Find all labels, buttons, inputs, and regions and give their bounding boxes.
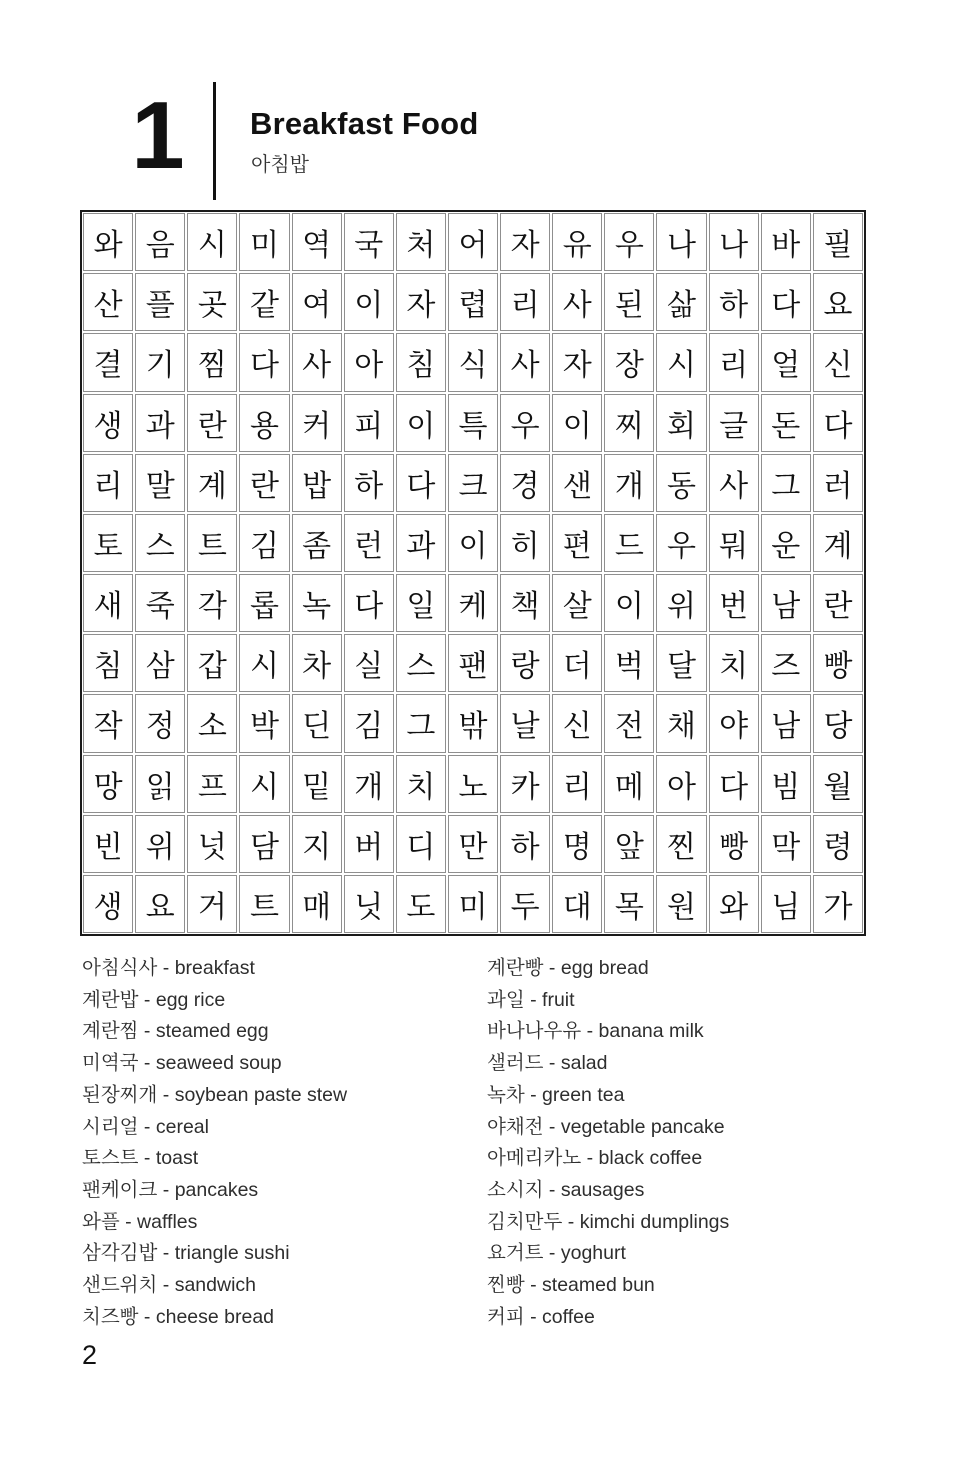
word-list-item: 계란빵 - egg bread <box>487 957 649 979</box>
english-translation: waffles <box>137 1210 198 1233</box>
grid-cell: 아 <box>344 333 394 391</box>
grid-cell: 빵 <box>709 815 759 873</box>
grid-cell: 더 <box>552 634 602 692</box>
grid-cell: 앞 <box>604 815 654 873</box>
grid-cell: 박 <box>239 694 289 752</box>
word-list-item: 삼각김밥 - triangle sushi <box>82 1242 290 1265</box>
grid-cell: 계 <box>187 454 237 512</box>
page-number: 2 <box>82 1340 98 1370</box>
word-list-item: 계란찜 - steamed egg <box>82 1020 269 1043</box>
grid-cell: 자 <box>396 273 446 331</box>
word-list-item: 야채전 - vegetable pancake <box>487 1115 725 1138</box>
english-translation: steamed bun <box>542 1274 655 1297</box>
grid-cell: 개 <box>344 755 394 813</box>
grid-cell: 팬 <box>448 634 498 692</box>
grid-cell: 이 <box>344 273 394 331</box>
word-list-item: 소시지 - sausages <box>487 1178 645 1201</box>
korean-word: 치즈빵 <box>82 1305 139 1328</box>
grid-cell: 가 <box>813 875 863 933</box>
grid-cell: 히 <box>500 514 550 572</box>
grid-cell: 매 <box>292 875 342 933</box>
grid-cell: 다 <box>813 394 863 452</box>
word-list-item: 찐빵 - steamed bun <box>487 1274 655 1297</box>
word-list-item: 녹차 - green tea <box>487 1083 625 1106</box>
grid-cell: 글 <box>709 394 759 452</box>
grid-cell: 계 <box>813 514 863 572</box>
grid-cell: 죽 <box>135 574 185 632</box>
grid-cell: 찌 <box>604 394 654 452</box>
grid-cell: 러 <box>813 454 863 512</box>
grid-cell: 사 <box>709 454 759 512</box>
grid-cell: 란 <box>187 394 237 452</box>
grid-cell: 망 <box>83 755 133 813</box>
grid-cell: 거 <box>187 875 237 933</box>
grid-cell: 책 <box>500 574 550 632</box>
english-translation: egg bread <box>560 957 649 979</box>
word-list-item: 미역국 - seaweed soup <box>82 1052 282 1075</box>
grid-cell: 김 <box>239 514 289 572</box>
korean-word: 바나나우유 <box>487 1020 582 1043</box>
word-list-item: 김치만두 - kimchi dumplings <box>487 1210 730 1233</box>
grid-cell: 읽 <box>135 755 185 813</box>
puzzle-number: 1 <box>131 82 185 189</box>
grid-cell: 달 <box>656 634 706 692</box>
english-translation: triangle sushi <box>174 1242 290 1265</box>
word-list-item: 커피 - coffee <box>487 1305 595 1328</box>
grid-cell: 처 <box>396 213 446 271</box>
word-list-item: 팬케이크 - pancakes <box>82 1178 259 1201</box>
grid-cell: 빔 <box>761 755 811 813</box>
word-list-item: 아침식사 - breakfast <box>82 957 255 979</box>
grid-cell: 시 <box>187 213 237 271</box>
grid-cell: 위 <box>656 574 706 632</box>
korean-word: 토스트 <box>82 1147 139 1170</box>
grid-cell: 삼 <box>135 634 185 692</box>
grid-cell: 음 <box>135 213 185 271</box>
grid-cell: 소 <box>187 694 237 752</box>
grid-cell: 바 <box>761 213 811 271</box>
english-translation: coffee <box>542 1305 595 1328</box>
grid-cell: 녹 <box>292 574 342 632</box>
grid-cell: 차 <box>292 634 342 692</box>
grid-cell: 미 <box>448 875 498 933</box>
grid-cell: 드 <box>604 514 654 572</box>
grid-cell: 요 <box>135 875 185 933</box>
grid-cell: 뭐 <box>709 514 759 572</box>
grid-cell: 찐 <box>656 815 706 873</box>
grid-cell: 이 <box>552 394 602 452</box>
korean-word: 아메리카노 <box>487 1147 582 1170</box>
grid-cell: 샌 <box>552 454 602 512</box>
grid-cell: 우 <box>656 514 706 572</box>
grid-cell: 정 <box>135 694 185 752</box>
grid-cell: 어 <box>448 213 498 271</box>
english-translation: green tea <box>542 1083 625 1106</box>
grid-cell: 우 <box>604 213 654 271</box>
grid-cell: 딘 <box>292 694 342 752</box>
grid-cell: 도 <box>396 875 446 933</box>
english-translation: black coffee <box>598 1147 703 1170</box>
grid-cell: 날 <box>500 694 550 752</box>
grid-cell: 토 <box>83 514 133 572</box>
grid-cell: 다 <box>709 755 759 813</box>
english-translation: sausages <box>560 1178 645 1201</box>
grid-cell: 운 <box>761 514 811 572</box>
grid-cell: 사 <box>552 273 602 331</box>
grid-cell: 즈 <box>761 634 811 692</box>
grid-cell: 곳 <box>187 273 237 331</box>
grid-cell: 다 <box>239 333 289 391</box>
word-list-item: 과일 - fruit <box>487 988 575 1011</box>
grid-cell: 경 <box>500 454 550 512</box>
grid-cell: 개 <box>604 454 654 512</box>
word-list-item: 시리얼 - cereal <box>82 1115 209 1138</box>
english-translation: egg rice <box>155 988 226 1011</box>
english-translation: cereal <box>155 1115 209 1138</box>
grid-cell: 버 <box>344 815 394 873</box>
grid-cell: 유 <box>552 213 602 271</box>
grid-cell: 그 <box>761 454 811 512</box>
english-translation: yoghurt <box>560 1242 626 1265</box>
grid-cell: 당 <box>813 694 863 752</box>
grid-cell: 이 <box>448 514 498 572</box>
header-divider <box>213 82 216 200</box>
grid-cell: 하 <box>500 815 550 873</box>
grid-cell: 리 <box>709 333 759 391</box>
korean-word: 커피 <box>487 1305 525 1328</box>
grid-cell: 번 <box>709 574 759 632</box>
grid-cell: 님 <box>761 875 811 933</box>
grid-cell: 필 <box>813 213 863 271</box>
english-translation: toast <box>155 1147 199 1170</box>
korean-word: 김치만두 <box>487 1210 563 1233</box>
grid-cell: 명 <box>552 815 602 873</box>
grid-cell: 여 <box>292 273 342 331</box>
word-list-item: 샌드위치 - sandwich <box>82 1274 256 1297</box>
english-translation: kimchi dumplings <box>579 1210 730 1233</box>
grid-cell: 식 <box>448 333 498 391</box>
grid-cell: 위 <box>135 815 185 873</box>
word-list-item: 바나나우유 - banana milk <box>487 1020 704 1043</box>
grid-cell: 리 <box>552 755 602 813</box>
grid-cell: 요 <box>813 273 863 331</box>
grid-cell: 하 <box>709 273 759 331</box>
grid-cell: 장 <box>604 333 654 391</box>
grid-cell: 시 <box>239 634 289 692</box>
grid-cell: 목 <box>604 875 654 933</box>
grid-cell: 나 <box>656 213 706 271</box>
korean-word: 된장찌개 <box>82 1083 158 1106</box>
grid-cell: 지 <box>292 815 342 873</box>
grid-cell: 노 <box>448 755 498 813</box>
korean-word: 시리얼 <box>82 1115 139 1138</box>
grid-cell: 트 <box>187 514 237 572</box>
word-list-item: 계란밥 - egg rice <box>82 988 226 1011</box>
grid-cell: 치 <box>396 755 446 813</box>
grid-cell: 과 <box>396 514 446 572</box>
grid-cell: 된 <box>604 273 654 331</box>
grid-cell: 스 <box>396 634 446 692</box>
grid-cell: 삶 <box>656 273 706 331</box>
korean-word: 찐빵 <box>487 1274 525 1297</box>
grid-cell: 갑 <box>187 634 237 692</box>
grid-cell: 남 <box>761 694 811 752</box>
english-translation: banana milk <box>598 1020 704 1043</box>
grid-cell: 두 <box>500 875 550 933</box>
grid-cell: 카 <box>500 755 550 813</box>
grid-cell: 야 <box>709 694 759 752</box>
korean-word: 과일 <box>487 988 525 1011</box>
grid-cell: 살 <box>552 574 602 632</box>
grid-cell: 침 <box>396 333 446 391</box>
grid-cell: 리 <box>500 273 550 331</box>
grid-cell: 편 <box>552 514 602 572</box>
grid-cell: 런 <box>344 514 394 572</box>
english-translation: pancakes <box>174 1178 259 1201</box>
grid-cell: 기 <box>135 333 185 391</box>
grid-cell: 전 <box>604 694 654 752</box>
grid-cell: 자 <box>552 333 602 391</box>
grid-cell: 만 <box>448 815 498 873</box>
grid-cell: 동 <box>656 454 706 512</box>
grid-cell: 미 <box>239 213 289 271</box>
grid-cell: 롭 <box>239 574 289 632</box>
grid-cell: 밖 <box>448 694 498 752</box>
english-translation: fruit <box>542 988 575 1011</box>
grid-cell: 같 <box>239 273 289 331</box>
word-list-item: 치즈빵 - cheese bread <box>82 1305 275 1328</box>
korean-word: 계란빵 <box>487 957 544 979</box>
grid-cell: 작 <box>83 694 133 752</box>
grid-cell: 신 <box>813 333 863 391</box>
grid-cell: 닛 <box>344 875 394 933</box>
grid-cell: 얼 <box>761 333 811 391</box>
grid-cell: 용 <box>239 394 289 452</box>
korean-word: 계란찜 <box>82 1020 139 1043</box>
korean-word: 샌드위치 <box>82 1274 158 1297</box>
grid-cell: 프 <box>187 755 237 813</box>
grid-cell: 리 <box>83 454 133 512</box>
grid-cell: 대 <box>552 875 602 933</box>
grid-cell: 령 <box>813 815 863 873</box>
grid-cell: 시 <box>239 755 289 813</box>
grid-cell: 크 <box>448 454 498 512</box>
english-translation: salad <box>560 1052 608 1075</box>
grid-cell: 밥 <box>292 454 342 512</box>
word-list-item: 아메리카노 - black coffee <box>487 1147 703 1170</box>
grid-cell: 역 <box>292 213 342 271</box>
grid-cell: 막 <box>761 815 811 873</box>
word-list-item: 된장찌개 - soybean paste stew <box>82 1083 348 1106</box>
english-translation: vegetable pancake <box>560 1115 725 1138</box>
grid-cell: 치 <box>709 634 759 692</box>
grid-cell: 란 <box>813 574 863 632</box>
word-list-item: 토스트 - toast <box>82 1147 199 1170</box>
grid-cell: 이 <box>396 394 446 452</box>
grid-cell: 과 <box>135 394 185 452</box>
korean-word: 계란밥 <box>82 988 139 1011</box>
grid-cell: 원 <box>656 875 706 933</box>
grid-cell: 우 <box>500 394 550 452</box>
grid-cell: 실 <box>344 634 394 692</box>
grid-cell: 디 <box>396 815 446 873</box>
grid-cell: 와 <box>709 875 759 933</box>
grid-cell: 하 <box>344 454 394 512</box>
grid-cell: 사 <box>292 333 342 391</box>
grid-cell: 결 <box>83 333 133 391</box>
korean-word: 녹차 <box>487 1083 525 1106</box>
grid-cell: 월 <box>813 755 863 813</box>
english-translation: breakfast <box>174 957 255 979</box>
page-title: Breakfast Food <box>250 106 479 141</box>
grid-cell: 국 <box>344 213 394 271</box>
korean-word: 미역국 <box>82 1052 139 1075</box>
grid-cell: 빵 <box>813 634 863 692</box>
grid-cell: 특 <box>448 394 498 452</box>
grid-cell: 아 <box>656 755 706 813</box>
grid-cell: 김 <box>344 694 394 752</box>
word-list-item: 요거트 - yoghurt <box>487 1242 626 1265</box>
grid-cell: 렵 <box>448 273 498 331</box>
grid-cell: 케 <box>448 574 498 632</box>
grid-cell: 피 <box>344 394 394 452</box>
grid-cell: 메 <box>604 755 654 813</box>
grid-cell: 플 <box>135 273 185 331</box>
grid-cell: 다 <box>344 574 394 632</box>
grid-cell: 와 <box>83 213 133 271</box>
korean-word: 샐러드 <box>487 1052 544 1075</box>
grid-cell: 신 <box>552 694 602 752</box>
grid-cell: 각 <box>187 574 237 632</box>
english-translation: steamed egg <box>155 1020 269 1043</box>
grid-cell: 밑 <box>292 755 342 813</box>
grid-cell: 찜 <box>187 333 237 391</box>
grid-cell: 산 <box>83 273 133 331</box>
grid-cell: 그 <box>396 694 446 752</box>
korean-word: 팬케이크 <box>82 1178 158 1201</box>
grid-cell: 침 <box>83 634 133 692</box>
grid-cell: 스 <box>135 514 185 572</box>
grid-cell: 좀 <box>292 514 342 572</box>
grid-cell: 회 <box>656 394 706 452</box>
grid-cell: 이 <box>604 574 654 632</box>
korean-word: 소시지 <box>487 1178 544 1201</box>
grid-cell: 생 <box>83 394 133 452</box>
word-list-right <box>487 953 907 1333</box>
grid-cell: 트 <box>239 875 289 933</box>
grid-cell: 남 <box>761 574 811 632</box>
korean-word: 요거트 <box>487 1242 544 1265</box>
grid-cell: 랑 <box>500 634 550 692</box>
page-subtitle-korean: 아침밥 <box>251 154 309 176</box>
grid-cell: 생 <box>83 875 133 933</box>
grid-cell: 담 <box>239 815 289 873</box>
word-list-item: 와플 - waffles <box>82 1210 198 1233</box>
grid-cell: 일 <box>396 574 446 632</box>
grid-cell: 채 <box>656 694 706 752</box>
korean-word: 아침식사 <box>82 957 158 979</box>
grid-cell: 돈 <box>761 394 811 452</box>
english-translation: cheese bread <box>155 1305 275 1328</box>
word-list-left <box>82 953 472 1333</box>
grid-cell: 넛 <box>187 815 237 873</box>
grid-cell: 사 <box>500 333 550 391</box>
grid-cell: 커 <box>292 394 342 452</box>
grid-cell: 나 <box>709 213 759 271</box>
grid-cell: 다 <box>761 273 811 331</box>
grid-cell: 다 <box>396 454 446 512</box>
english-translation: sandwich <box>174 1274 256 1297</box>
grid-cell: 새 <box>83 574 133 632</box>
grid-cell: 란 <box>239 454 289 512</box>
korean-word: 와플 <box>82 1210 120 1233</box>
grid-cell: 빈 <box>83 815 133 873</box>
korean-word: 삼각김밥 <box>82 1242 158 1265</box>
grid-cell: 벅 <box>604 634 654 692</box>
grid-cell: 말 <box>135 454 185 512</box>
korean-word: 야채전 <box>487 1115 544 1138</box>
english-translation: soybean paste stew <box>174 1083 348 1106</box>
english-translation: seaweed soup <box>155 1052 282 1075</box>
word-list-item: 샐러드 - salad <box>487 1052 608 1075</box>
word-search-grid <box>80 210 866 936</box>
grid-cell: 시 <box>656 333 706 391</box>
grid-cell: 자 <box>500 213 550 271</box>
